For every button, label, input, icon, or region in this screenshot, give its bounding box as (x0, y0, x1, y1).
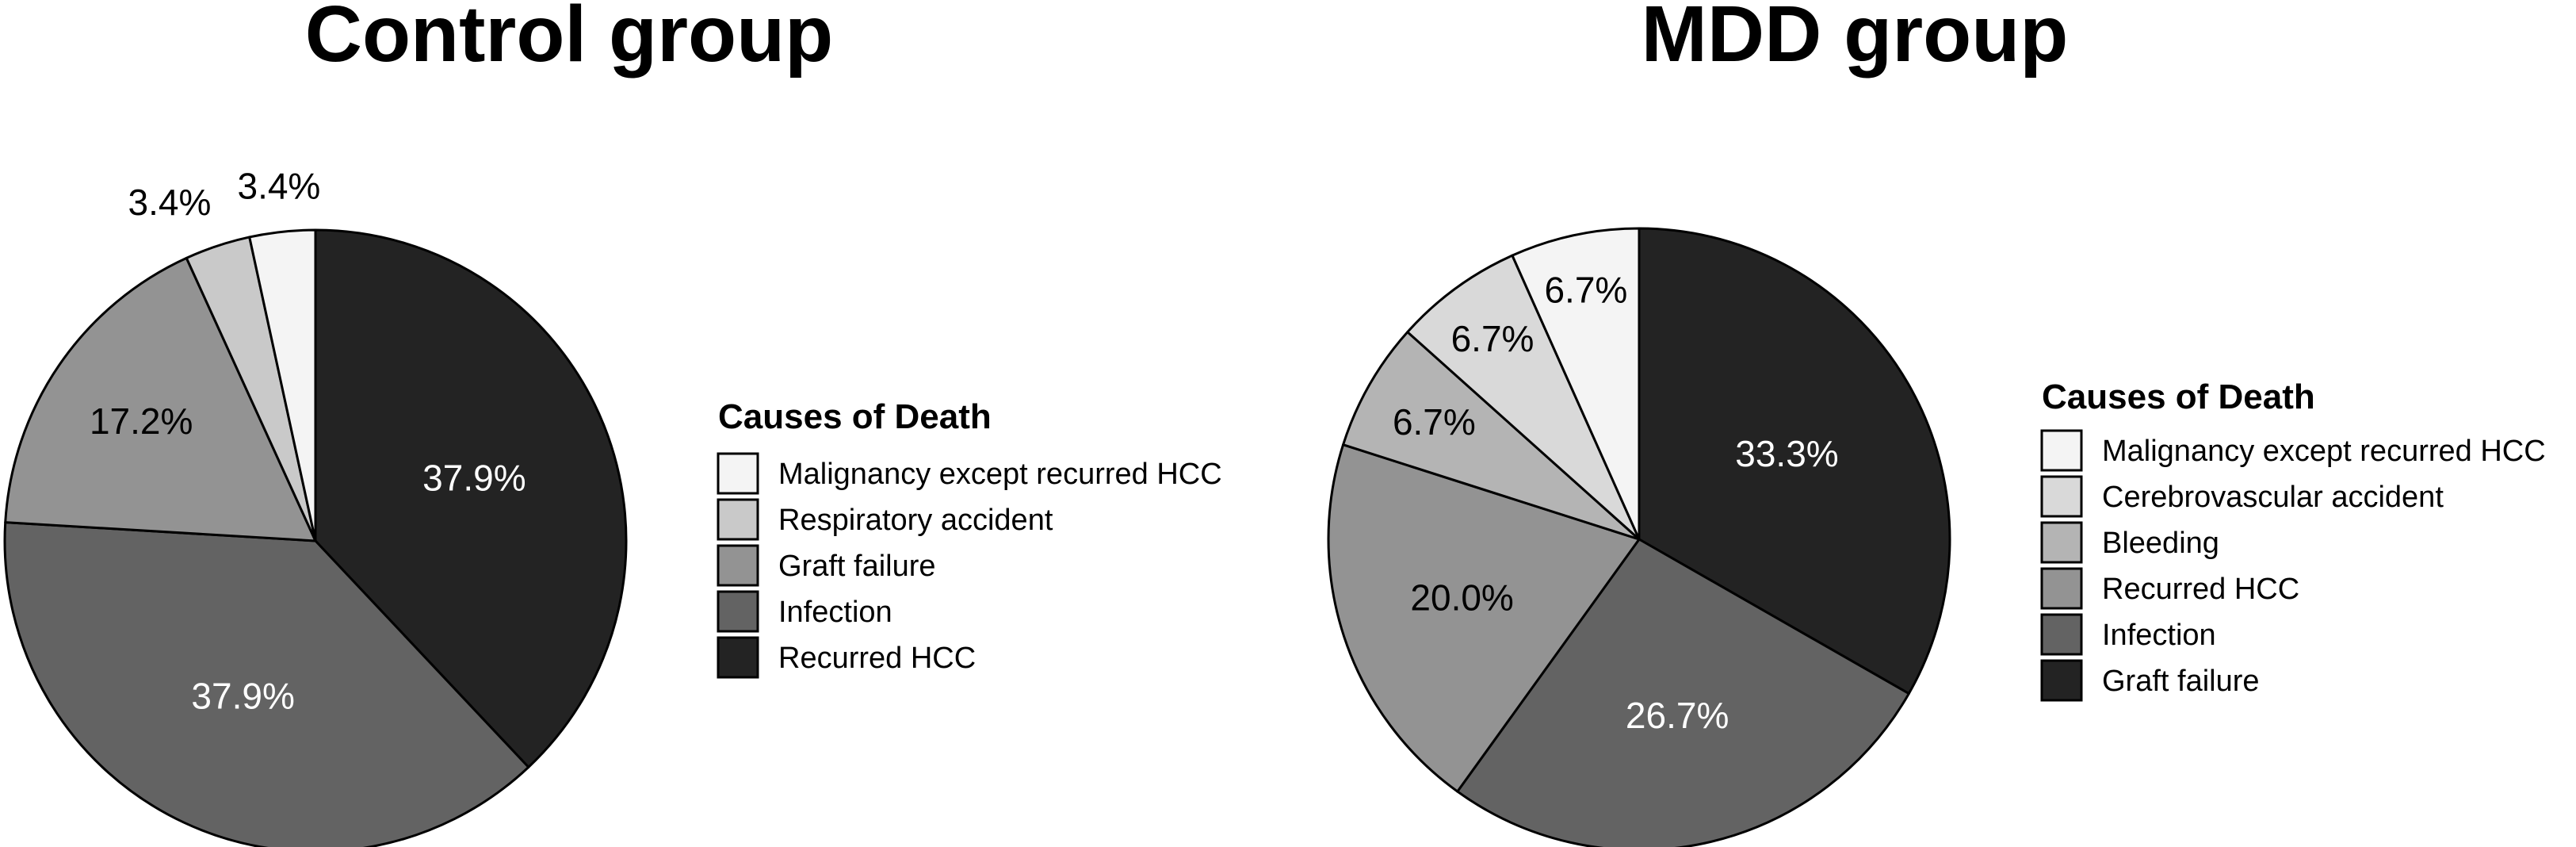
legend-label: Recurred HCC (2102, 573, 2300, 606)
slice-label-cerebrovascular-accident: 6.7% (1450, 317, 1535, 359)
slice-label-bleeding: 6.7% (1392, 401, 1476, 443)
mdd-group-legend (2042, 378, 2546, 700)
legend-item-cerebrovascular-accident (2042, 477, 2444, 516)
legend-label: Recurred HCC (778, 642, 977, 675)
legend-label: Infection (778, 596, 892, 629)
slice-label-recurred-hcc: 37.9% (422, 457, 526, 499)
mdd-legend-title: Causes of Death (2042, 378, 2315, 416)
legend-label: Malignancy except recurred HCC (778, 458, 1222, 491)
slice-label-recurred-hcc: 20.0% (1410, 577, 1514, 619)
legend-label: Respiratory accident (778, 504, 1053, 537)
legend-label: Bleeding (2102, 527, 2219, 560)
legend-swatch (718, 546, 758, 585)
legend-label: Graft failure (2102, 665, 2260, 698)
legend-item-recurred-hcc (2042, 569, 2299, 608)
legend-item-infection (2042, 615, 2216, 654)
control-legend-title: Causes of Death (718, 397, 992, 436)
legend-item-bleeding (2042, 523, 2219, 562)
legend-label: Graft failure (778, 550, 936, 583)
legend-swatch (2042, 569, 2081, 608)
slice-label-malignancy-except-recurred-hcc: 6.7% (1544, 269, 1628, 311)
legend-item-malignancy-except-recurred-hcc (718, 454, 1222, 493)
legend-swatch (718, 592, 758, 631)
legend-swatch (718, 500, 758, 539)
control-group-title: Control group (304, 0, 834, 79)
slice-label-infection: 26.7% (1625, 695, 1729, 737)
mdd-group-panel (1328, 0, 2546, 847)
legend-item-graft-failure (718, 546, 936, 585)
control-legend-items (718, 454, 1222, 677)
slice-label-respiratory-accident: 3.4% (128, 181, 212, 223)
legend-item-graft-failure (2042, 661, 2260, 700)
legend-item-malignancy-except-recurred-hcc (2042, 431, 2546, 470)
slice-label-infection: 37.9% (191, 675, 295, 717)
mdd-group-pie (1328, 228, 1950, 847)
legend-label: Infection (2102, 619, 2216, 652)
legend-label: Cerebrovascular accident (2102, 481, 2444, 514)
legend-label: Malignancy except recurred HCC (2102, 435, 2546, 468)
legend-swatch (2042, 615, 2081, 654)
legend-swatch (2042, 477, 2081, 516)
slice-label-graft-failure: 17.2% (89, 401, 193, 443)
legend-swatch (2042, 431, 2081, 470)
legend-swatch (718, 638, 758, 677)
mdd-group-title: MDD group (1641, 0, 2069, 79)
legend-item-recurred-hcc (718, 638, 976, 677)
control-group-panel (5, 0, 1222, 847)
legend-item-infection (718, 592, 892, 631)
slice-label-graft-failure: 33.3% (1735, 432, 1839, 474)
legend-swatch (718, 454, 758, 493)
legend-swatch (2042, 661, 2081, 700)
slice-label-malignancy-except-recurred-hcc: 3.4% (237, 165, 321, 207)
control-group-legend (718, 397, 1222, 677)
legend-item-respiratory-accident (718, 500, 1053, 539)
control-group-pie (5, 166, 626, 847)
legend-swatch (2042, 523, 2081, 562)
mdd-legend-items (2042, 431, 2546, 700)
